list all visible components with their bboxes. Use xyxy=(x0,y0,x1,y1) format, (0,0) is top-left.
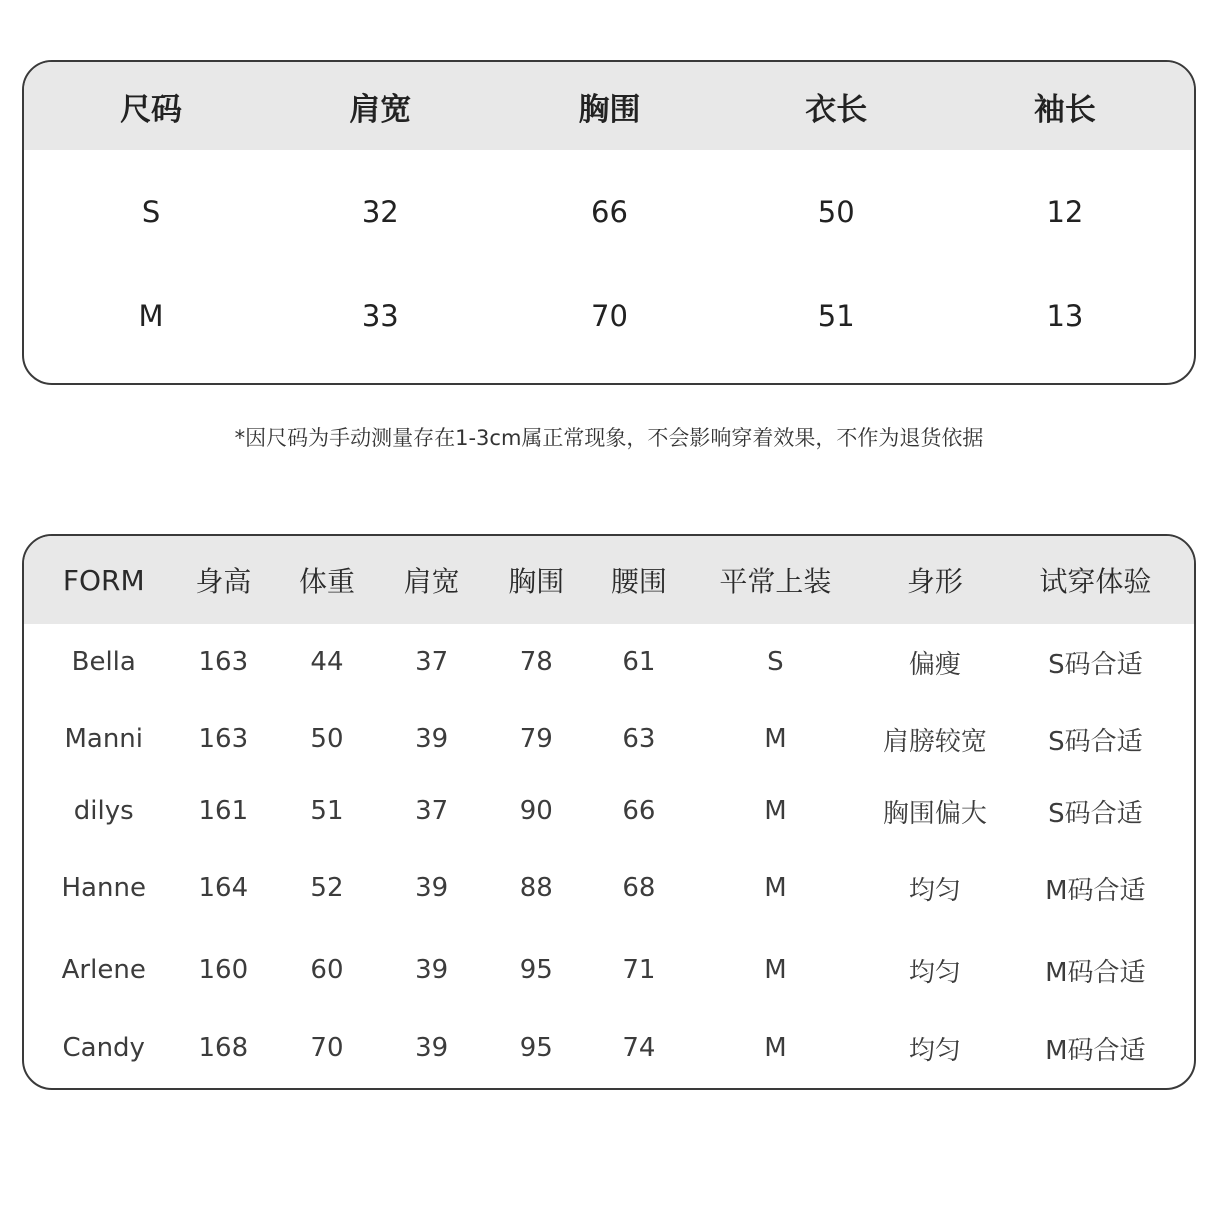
table-cell: 95 xyxy=(519,955,553,985)
table-cell: 78 xyxy=(519,647,553,677)
table-cell: Bella xyxy=(71,647,136,677)
header-cell: FORM xyxy=(62,563,145,597)
table-cell: 66 xyxy=(591,195,628,229)
header-cell: 袖长 xyxy=(1033,91,1096,128)
table-cell: 均匀 xyxy=(908,875,961,906)
table-cell: 168 xyxy=(198,1033,249,1063)
table-cell: 均匀 xyxy=(908,1035,961,1066)
header-cell: 尺码 xyxy=(120,91,183,128)
table-cell: 37 xyxy=(415,647,449,677)
table-row xyxy=(24,268,1194,378)
table-cell: 163 xyxy=(198,724,249,754)
table-row xyxy=(24,150,1194,268)
table-cell: 51 xyxy=(817,299,855,333)
table-cell: Arlene xyxy=(61,955,146,985)
table-cell: M码合适 xyxy=(1045,1035,1146,1066)
table-cell: 61 xyxy=(622,647,656,677)
table-cell: 32 xyxy=(361,195,399,229)
table-cell: 肩膀较宽 xyxy=(882,726,987,757)
table-cell: 164 xyxy=(198,873,249,903)
measurement-note: *因尺码为手动测量存在1-3cm属正常现象，不会影响穿着效果，不作为退货依据 xyxy=(234,426,984,450)
table-cell: 50 xyxy=(817,195,855,229)
table-cell: 52 xyxy=(310,873,344,903)
table-cell: 95 xyxy=(519,1033,553,1063)
header-cell: 肩宽 xyxy=(349,91,412,128)
table-cell: 39 xyxy=(415,1033,449,1063)
table-cell: Manni xyxy=(64,724,143,754)
table-cell: M xyxy=(764,724,787,754)
table-row xyxy=(24,1008,1194,1088)
table-row xyxy=(24,932,1194,1008)
table-cell: M码合适 xyxy=(1045,875,1146,906)
size-chart-table xyxy=(22,60,1196,385)
table-cell: 37 xyxy=(415,796,449,826)
table-cell: 44 xyxy=(310,647,344,677)
table-cell: 33 xyxy=(361,299,399,333)
table-cell: 163 xyxy=(198,647,249,677)
table-cell: dilys xyxy=(73,796,134,826)
table-cell: 12 xyxy=(1046,195,1084,229)
table-row xyxy=(24,700,1194,778)
table-cell: M xyxy=(764,1033,787,1063)
header-cell: 腰围 xyxy=(610,565,667,598)
table-cell: 66 xyxy=(622,796,656,826)
table-cell: 161 xyxy=(198,796,249,826)
table-cell: M xyxy=(138,299,164,333)
header-cell: 肩宽 xyxy=(403,565,460,598)
table-cell: 偏瘦 xyxy=(908,649,961,680)
header-cell: 试穿体验 xyxy=(1039,565,1152,598)
table-cell: 88 xyxy=(519,873,553,903)
table-cell: M xyxy=(764,796,787,826)
table-cell: 70 xyxy=(310,1033,344,1063)
table-cell: 51 xyxy=(310,796,344,826)
table-cell: S码合适 xyxy=(1048,649,1143,680)
table-row xyxy=(24,778,1194,844)
table-cell: 70 xyxy=(591,299,628,333)
size-table-header xyxy=(24,62,1194,150)
table-cell: 74 xyxy=(622,1033,656,1063)
table-cell: 68 xyxy=(622,873,656,903)
table-cell: 63 xyxy=(622,724,656,754)
table-cell: S xyxy=(767,647,784,677)
table-cell: S码合适 xyxy=(1048,726,1143,757)
table-cell: 90 xyxy=(519,796,553,826)
table-cell: 79 xyxy=(519,724,553,754)
header-cell: 身高 xyxy=(195,565,252,598)
header-cell: 平常上装 xyxy=(719,565,832,598)
table-cell: Candy xyxy=(62,1033,145,1063)
table-row xyxy=(24,844,1194,932)
header-cell: 胸围 xyxy=(578,91,641,128)
table-cell: 13 xyxy=(1046,299,1084,333)
table-cell: 均匀 xyxy=(908,957,961,988)
table-cell: 160 xyxy=(198,955,249,985)
table-cell: S码合适 xyxy=(1048,798,1143,829)
header-cell: 身形 xyxy=(906,565,963,598)
header-cell: 衣长 xyxy=(805,91,868,128)
model-table-header xyxy=(24,536,1194,624)
table-cell: M xyxy=(764,873,787,903)
header-cell: 体重 xyxy=(298,565,355,598)
table-cell: 71 xyxy=(622,955,656,985)
table-cell: M码合适 xyxy=(1045,957,1146,988)
table-cell: 60 xyxy=(310,955,344,985)
table-cell: 39 xyxy=(415,955,449,985)
table-cell: 39 xyxy=(415,724,449,754)
table-cell: 胸围偏大 xyxy=(882,798,987,829)
table-row xyxy=(24,624,1194,700)
header-cell: 胸围 xyxy=(508,565,565,598)
table-cell: 39 xyxy=(415,873,449,903)
table-cell: 50 xyxy=(310,724,344,754)
table-cell: Hanne xyxy=(61,873,146,903)
model-fit-table xyxy=(22,534,1196,1090)
table-cell: M xyxy=(764,955,787,985)
table-cell: S xyxy=(141,195,161,229)
